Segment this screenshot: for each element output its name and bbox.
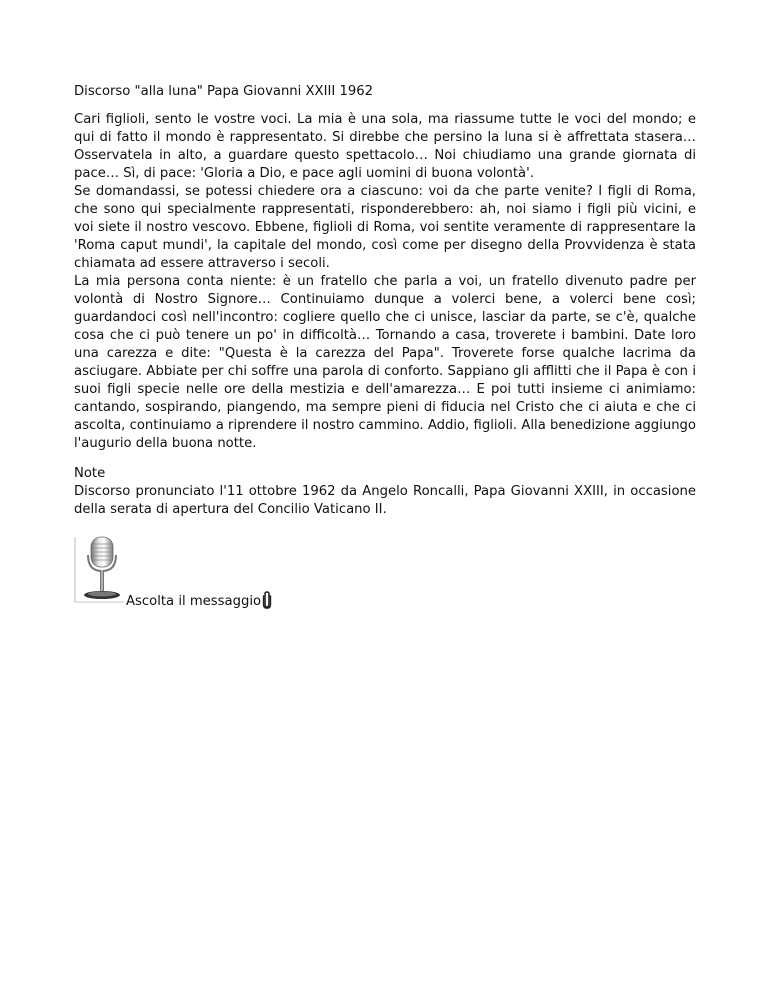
document-title: Discorso "alla luna" Papa Giovanni XXIII 1962	[74, 84, 374, 99]
paperclip-icon	[262, 591, 272, 609]
paragraph-2: Se domandassi, se potessi chiedere ora a ciascuno: voi da che parte venite? I figli di Roma, che sono qui specialmente rappresentati, risponderebbero: ah, noi siamo i figli più vicini, e voi siete il nostro vescovo. Ebbene, figlioli di Roma, voi sentite veramente di rappresentare la 'Roma caput mundi', la capitale del mondo, così come per disegno della Provvidenza è stata chiamata ad essere attraverso i secoli.	[74, 184, 696, 271]
paragraph-1: Cari figlioli, sento le vostre voci. La mia è una sola, ma riassume tutte le voci del mondo; e qui di fatto il mondo è rappresentato. Si direbbe che persino la luna si è affrettata stasera… Osservatela in alto, a guardare questo spettacolo… Noi chiudiamo una grande giornata di pace… Sì, di pace: 'Gloria a Dio, e pace agli uomini di buona volontà'.	[74, 112, 696, 181]
notes-section	[74, 465, 696, 519]
listen-message-label: Ascolta il messaggio	[126, 594, 262, 609]
paragraph-3: La mia persona conta niente: è un fratello che parla a voi, un fratello divenuto padre per volontà di Nostro Signore… Continuiamo dunque a volerci bene, a volerci bene così; guardandoci così nell'incontro: cogliere quello che ci unisce, lasciar da parte, se c'è, qualche cosa che ci può tenere un po' in difficoltà… Tornando a casa, troverete i bambini. Date loro una carezza e dite: "Questa è la carezza del Papa". Troverete forse qualche lacrima da asciugare. Abbiate per chi soffre una parola di conforto. Sappiano gli afflitti che il Papa è con i suoi figli specie nelle ore della mestizia e dell'amarezza… E poi tutti insieme ci animiamo: cantando, sospirando, piangendo, ma sempre pieni di fiducia nel Cristo che ci aiuta e che ci ascolta, continuiamo a riprendere il nostro cammino. Addio, figlioli. Alla benedizione aggiungo l'augurio della buona notte.	[74, 274, 696, 451]
speech-text	[74, 111, 696, 453]
audio-section	[74, 535, 374, 610]
microphone-icon[interactable]	[74, 535, 128, 605]
document-body	[74, 83, 696, 519]
notes-heading: Note	[74, 466, 106, 481]
notes-text: Discorso pronunciato l'11 ottobre 1962 da Angelo Roncalli, Papa Giovanni XXIII, in occasione della serata di apertura del Concilio Vaticano II.	[74, 484, 696, 517]
listen-message-link[interactable]	[126, 591, 272, 611]
